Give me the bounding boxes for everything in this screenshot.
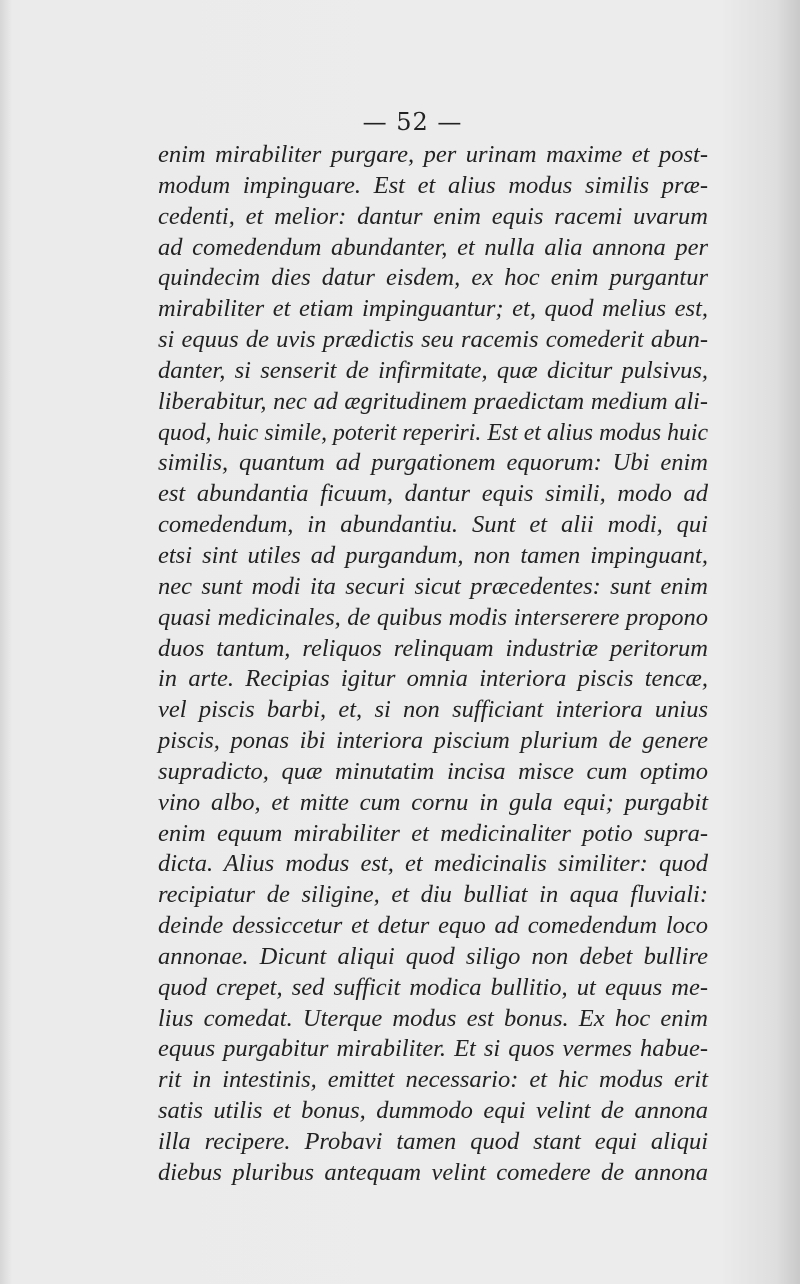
text-line: quod, huic simile, poterit reperiri. Est et alius modus huic xyxy=(158,419,708,446)
text-line: supradicto, quæ minutatim incisa misce cum optimo xyxy=(158,757,708,785)
text-line: nec sunt modi ita securi sicut præcedentes: sunt enim xyxy=(158,572,708,600)
text-line: rit in intestinis, emittet necessario: et hic modus erit xyxy=(158,1066,708,1094)
text-line: est abundantia ficuum, dantur equis simili, modo ad xyxy=(158,480,708,508)
text-line: duos tantum, reliquos relinquam industriæ peritorum xyxy=(158,634,708,662)
text-line: vel piscis barbi, et, si non sufficiant interiora unius xyxy=(158,696,708,724)
text-line: dicta. Alius modus est, et medicinalis similiter: quod xyxy=(158,850,708,878)
text-line: lius comedat. Uterque modus est bonus. Ex hoc enim xyxy=(158,1004,708,1032)
text-line: vino albo, et mitte cum cornu in gula equi; purgabit xyxy=(158,788,708,816)
text-line: comedendum, in abundantiu. Sunt et alii modi, qui xyxy=(158,511,708,539)
text-line: quod crepet, sed sufficit modica bullitio, ut equus me- xyxy=(158,973,708,1001)
text-line: satis utilis et bonus, dummodo equi velint de annona xyxy=(158,1097,708,1125)
text-line: modum impinguare. Est et alius modus similis præ- xyxy=(158,171,708,199)
text-line: mirabiliter et etiam impinguantur; et, quod melius est, xyxy=(158,295,708,323)
text-line: quasi medicinales, de quibus modis interserere propono xyxy=(158,603,708,631)
text-line: ad comedendum abundanter, et nulla alia annona per xyxy=(158,233,708,261)
body-text xyxy=(158,140,708,1189)
text-line: in arte. Recipias igitur omnia interiora piscis tencæ, xyxy=(158,665,708,693)
text-line: diebus pluribus antequam velint comedere de annona xyxy=(158,1158,708,1186)
text-line: annonae. Dicunt aliqui quod siligo non debet bullire xyxy=(158,942,708,970)
text-line: quindecim dies datur eisdem, ex hoc enim purgantur xyxy=(158,264,708,292)
text-line: liberabitur, nec ad ægritudinem praedictam medium ali- xyxy=(158,387,708,415)
text-line: similis, quantum ad purgationem equorum: Ubi enim xyxy=(158,449,708,477)
text-line: etsi sint utiles ad purgandum, non tamen impinguant, xyxy=(158,541,708,569)
text-line: recipiatur de siligine, et diu bulliat in aqua fluviali: xyxy=(158,881,708,909)
text-line: equus purgabitur mirabiliter. Et si quos vermes habue- xyxy=(158,1035,708,1063)
text-line: si equus de uvis prædictis seu racemis comederit abun- xyxy=(158,326,708,354)
page-number: — 52 — xyxy=(362,108,463,136)
text-line: enim equum mirabiliter et medicinaliter potio supra- xyxy=(158,819,708,847)
text-line: piscis, ponas ibi interiora piscium plurium de genere xyxy=(158,727,708,755)
text-line: enim mirabiliter purgare, per urinam maxime et post- xyxy=(158,141,708,168)
text-line: deinde dessiccetur et detur equo ad comedendum loco xyxy=(158,912,708,940)
text-line: cedenti, et melior: dantur enim equis racemi uvarum xyxy=(158,202,708,230)
text-line: danter, si senserit de infirmitate, quæ dicitur pulsivus, xyxy=(158,356,708,384)
text-line: illa recipere. Probavi tamen quod stant equi aliqui xyxy=(158,1128,708,1155)
